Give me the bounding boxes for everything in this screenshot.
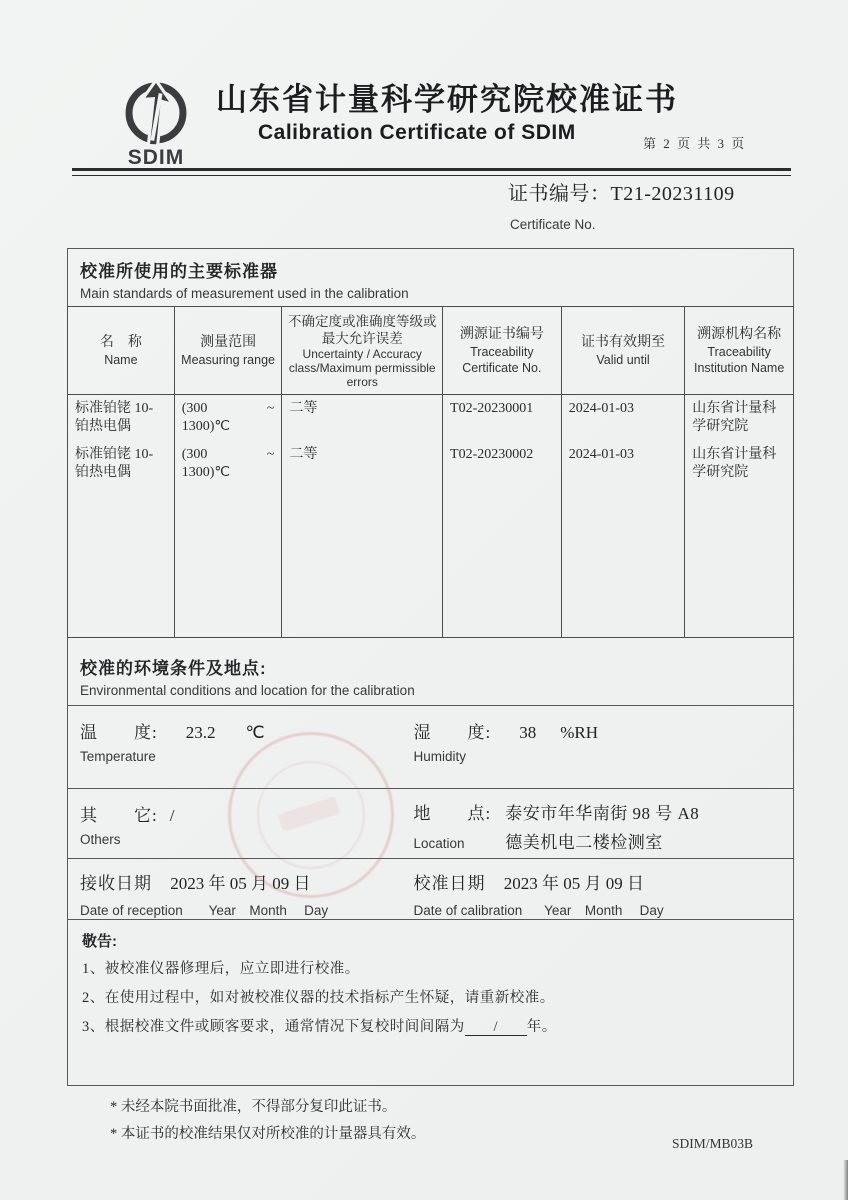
temperature-value: 23.2	[185, 722, 216, 742]
standard-row-2	[68, 441, 794, 487]
empty-cell	[561, 487, 685, 637]
standard-2-accuracy-class: 二等	[282, 441, 443, 487]
certificate-title-cn: 山东省计量科学研究院校准证书	[216, 82, 678, 117]
standard-2-name: 标准铂铑 10-铂热电偶	[68, 441, 175, 487]
notice-title: 敬告:	[82, 932, 117, 950]
standard-2-valid-until: 2024-01-03	[561, 441, 685, 487]
col-header-institution-cn: 溯源机构名称	[697, 327, 782, 342]
others-value: /	[169, 805, 175, 825]
others-location-row	[68, 789, 793, 859]
page-number-info: 第 2 页 共 3 页	[643, 136, 747, 151]
col-header-valid-until	[561, 307, 685, 395]
temperature-block	[68, 706, 402, 788]
standard-1-accuracy-class: 二等	[282, 395, 443, 442]
footer-notes	[110, 1094, 425, 1148]
col-header-institution-en: Traceability Institution Name	[693, 345, 785, 375]
location-label-en: Location	[413, 835, 465, 851]
col-header-institution	[685, 307, 794, 395]
calibration-date-label-en: Date of calibration	[413, 902, 523, 918]
humidity-unit: %RH	[560, 722, 599, 742]
temperature-label-cn: 温 度:	[80, 722, 158, 742]
humidity-block	[402, 706, 794, 788]
col-header-traceability-no-en: Traceability Certificate No.	[462, 345, 542, 375]
location-block	[402, 789, 794, 858]
standard-1-range	[174, 395, 282, 442]
sdim-logo	[98, 76, 214, 178]
standards-table-header-row	[68, 307, 794, 395]
sdim-logo-icon	[117, 76, 195, 150]
col-header-name	[68, 307, 175, 395]
certificate-body-box	[67, 248, 794, 1086]
standards-title-en: Main standards of measurement used in the calibration	[80, 286, 409, 301]
standards-section-header	[68, 249, 793, 306]
empty-cell	[685, 487, 794, 637]
standard-1-cert-no: T02-20230001	[443, 395, 562, 442]
environment-title-en: Environmental conditions and location for the calibration	[80, 682, 415, 698]
sdim-logo-text: SDIM	[127, 146, 185, 169]
standard-1-range-low: (300	[181, 401, 208, 416]
footer-note-1: * 未经本院书面批准，不得部分复印此证书。	[110, 1099, 397, 1115]
standard-2-cert-no: T02-20230002	[443, 441, 562, 487]
calibration-date-block	[402, 859, 794, 919]
standard-2-range-tilde: ~	[266, 447, 275, 462]
standard-2-range	[174, 441, 282, 487]
notice-item-3-text: 3、根据校准文件或顾客要求，通常情况下复校时间间隔为	[82, 1018, 465, 1035]
location-label-cn: 地 点:	[413, 803, 492, 823]
notice-item-1: 1、被校准仪器修理后，应立即进行校准。	[82, 960, 360, 977]
certificate-title-en: Calibration Certificate of SDIM	[258, 121, 576, 144]
standard-1-valid-until: 2024-01-03	[561, 395, 685, 442]
standard-1-range-high: 1300)℃	[181, 419, 231, 434]
reception-date-block	[68, 859, 402, 919]
standard-2-range-low: (300	[181, 447, 208, 462]
footer-note-2: * 本证书的校准结果仅对所校准的计量器具有效。	[110, 1126, 426, 1142]
standards-title-cn: 校准所使用的主要标准器	[80, 262, 278, 281]
header-double-rule	[72, 168, 791, 176]
standard-2-institution: 山东省计量科学研究院	[685, 441, 794, 487]
col-header-uncertainty-en: Uncertainty / Accuracy class/Maximum permissible errors	[288, 346, 436, 389]
notice-item-3-blank: /	[465, 1019, 527, 1036]
standard-1-name: 标准铂铑 10-铂热电偶	[68, 395, 175, 442]
col-header-name-en: Name	[104, 353, 138, 367]
reception-date-label-cn: 接收日期	[80, 873, 152, 893]
reception-date-value: 2023 年 05 月 09 日	[170, 873, 311, 893]
standard-1-institution: 山东省计量科学研究院	[685, 395, 794, 442]
form-code: SDIM/MB03B	[672, 1136, 754, 1151]
humidity-label-cn: 湿 度:	[413, 722, 492, 742]
location-value-line1: 泰安市年华南街 98 号 A8	[505, 803, 700, 823]
humidity-label-en: Humidity	[413, 748, 467, 764]
empty-cell	[443, 487, 562, 637]
col-header-name-cn: 名 称	[99, 335, 142, 350]
col-header-range-cn: 测量范围	[200, 335, 257, 350]
temperature-label-en: Temperature	[80, 748, 156, 764]
dates-row	[68, 859, 793, 920]
col-header-valid-until-en: Valid until	[596, 353, 650, 367]
calibration-date-sub-en: Year Month Day	[544, 902, 664, 918]
col-header-range	[174, 307, 282, 395]
standard-1-range-tilde: ~	[266, 401, 275, 416]
standards-table	[67, 306, 794, 638]
certificate-number-label-en: Certificate No.	[510, 217, 596, 232]
others-label-cn: 其 它:	[80, 805, 158, 825]
calibration-date-value: 2023 年 05 月 09 日	[503, 873, 644, 893]
standard-row-1	[68, 395, 794, 442]
notice-item-2: 2、在使用过程中，如对被校准仪器的技术指标产生怀疑，请重新校准。	[82, 989, 555, 1006]
certificate-number: 证书编号：T21-20231109	[508, 183, 735, 205]
others-label-en: Others	[80, 831, 121, 847]
temperature-humidity-row	[68, 706, 793, 789]
location-value-line2: 德美机电二楼检测室	[505, 832, 663, 852]
humidity-value: 38	[519, 722, 537, 742]
standard-2-range-high: 1300)℃	[181, 465, 231, 480]
col-header-range-en: Measuring range	[181, 353, 275, 367]
col-header-traceability-no	[443, 307, 562, 395]
col-header-uncertainty	[282, 307, 443, 395]
calibration-date-label-cn: 校准日期	[413, 873, 486, 893]
standards-table-empty-area	[68, 487, 794, 637]
col-header-traceability-no-cn: 溯源证书编号	[459, 327, 544, 342]
environment-section-header	[68, 638, 793, 706]
others-block	[68, 789, 402, 858]
scan-edge-artifact	[843, 1160, 848, 1200]
reception-date-label-en: Date of reception	[80, 902, 183, 918]
notice-section	[68, 920, 793, 1052]
environment-title-cn: 校准的环境条件及地点:	[80, 658, 267, 678]
notice-item-3-suffix: 年。	[526, 1018, 557, 1035]
empty-cell	[174, 487, 282, 637]
col-header-valid-until-cn: 证书有效期至	[581, 335, 665, 350]
empty-cell	[68, 487, 175, 637]
reception-date-sub-en: Year Month Day	[208, 902, 329, 918]
notice-item-3	[82, 1013, 779, 1042]
empty-cell	[282, 487, 443, 637]
temperature-unit: ℃	[245, 722, 265, 742]
col-header-uncertainty-cn: 不确定度或准确度等级或最大允许误差	[287, 313, 437, 346]
